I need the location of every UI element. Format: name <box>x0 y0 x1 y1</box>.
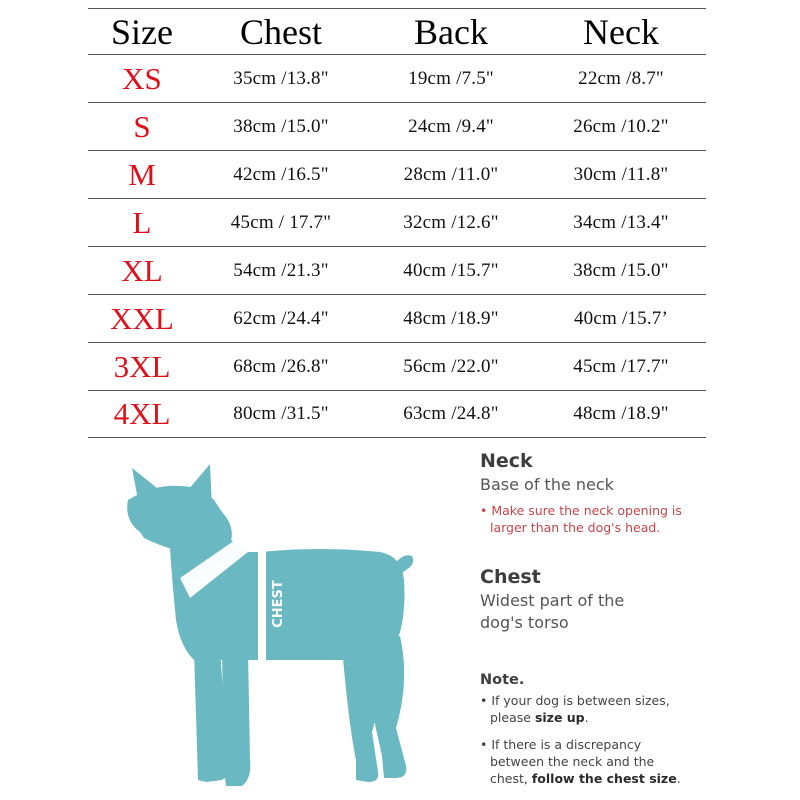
table-row <box>88 246 706 294</box>
chest-description <box>480 590 790 634</box>
size-label: 3XL <box>113 348 171 384</box>
note2-line2: between the neck and the <box>490 754 655 769</box>
neck-value: 40cm /15.7’ <box>573 307 669 329</box>
chest-value: 62cm /24.4" <box>233 307 329 329</box>
table-row <box>88 390 706 438</box>
neck-value: 26cm /10.2" <box>573 115 669 137</box>
back-value: 19cm /7.5" <box>408 67 494 89</box>
chest-title: Chest <box>480 566 541 588</box>
back-value: 24cm /9.4" <box>408 115 494 137</box>
neck-value: 48cm /18.9" <box>573 403 669 424</box>
chest-value: 38cm /15.0" <box>233 115 329 137</box>
chest-value: 68cm /26.8" <box>233 355 329 377</box>
table-row <box>88 198 706 246</box>
note-size-up <box>480 692 790 726</box>
size-label: XS <box>122 60 162 96</box>
table-row <box>88 342 706 390</box>
back-value: 28cm /11.0" <box>403 163 499 185</box>
size-label: S <box>133 108 151 144</box>
table-row <box>88 150 706 198</box>
size-label: 4XL <box>113 396 171 431</box>
neck-warning-line1: • Make sure the neck opening is <box>480 503 682 518</box>
chest-description-line1: Widest part of the <box>480 591 625 610</box>
neck-value: 38cm /15.0" <box>573 259 669 281</box>
neck-value: 34cm /13.4" <box>573 211 669 233</box>
table-row <box>88 54 706 102</box>
chest-value: 35cm /13.8" <box>233 67 329 89</box>
neck-value: 22cm /8.7" <box>578 67 664 89</box>
note1-bold: size up <box>534 710 585 725</box>
measuring-guide <box>480 450 790 787</box>
back-value: 32cm /12.6" <box>403 211 499 233</box>
neck-value: 45cm /17.7" <box>573 355 669 377</box>
back-value: 56cm /22.0" <box>403 355 499 377</box>
neck-warning <box>480 502 790 536</box>
size-chart-table <box>88 8 706 438</box>
back-value: 48cm /18.9" <box>403 307 499 329</box>
note2-post: . <box>676 771 681 786</box>
header-size: Size <box>111 11 173 52</box>
note1-line1: • If your dog is between sizes, <box>480 693 670 708</box>
table-row <box>88 294 706 342</box>
neck-value: 30cm /11.8" <box>573 163 669 185</box>
note2-line1: • If there is a discrepancy <box>480 737 642 752</box>
note-chest-priority <box>480 736 790 787</box>
chest-value: 42cm /16.5" <box>233 163 329 185</box>
chest-band <box>258 550 266 660</box>
neck-title: Neck <box>480 450 533 472</box>
table-row <box>88 102 706 150</box>
header-back: Back <box>414 11 488 52</box>
size-label: XL <box>121 252 163 288</box>
size-label: M <box>128 156 156 192</box>
chest-description-line2: dog's torso <box>480 613 569 632</box>
size-label: L <box>132 204 152 240</box>
back-value: 63cm /24.8" <box>403 403 499 424</box>
neck-description: Base of the neck <box>480 475 614 494</box>
neck-label: NECK <box>187 557 229 593</box>
header-neck: Neck <box>583 11 659 52</box>
back-value: 40cm /15.7" <box>403 259 499 281</box>
chest-value: 80cm /31.5" <box>233 403 329 424</box>
chest-value: 45cm / 17.7" <box>230 211 332 233</box>
chest-label: CHEST <box>271 580 286 628</box>
note2-bold: follow the chest size <box>531 771 677 786</box>
size-label: XXL <box>110 300 174 336</box>
table-header-row <box>88 8 706 54</box>
chest-value: 54cm /21.3" <box>233 259 329 281</box>
neck-warning-line2: larger than the dog's head. <box>490 520 661 535</box>
note1-post: . <box>584 710 589 725</box>
note1-pre: please <box>490 710 535 725</box>
note-title: Note. <box>480 672 525 688</box>
note2-pre: chest, <box>490 771 532 786</box>
header-chest: Chest <box>239 11 322 52</box>
dog-measurement-illustration <box>110 460 430 800</box>
